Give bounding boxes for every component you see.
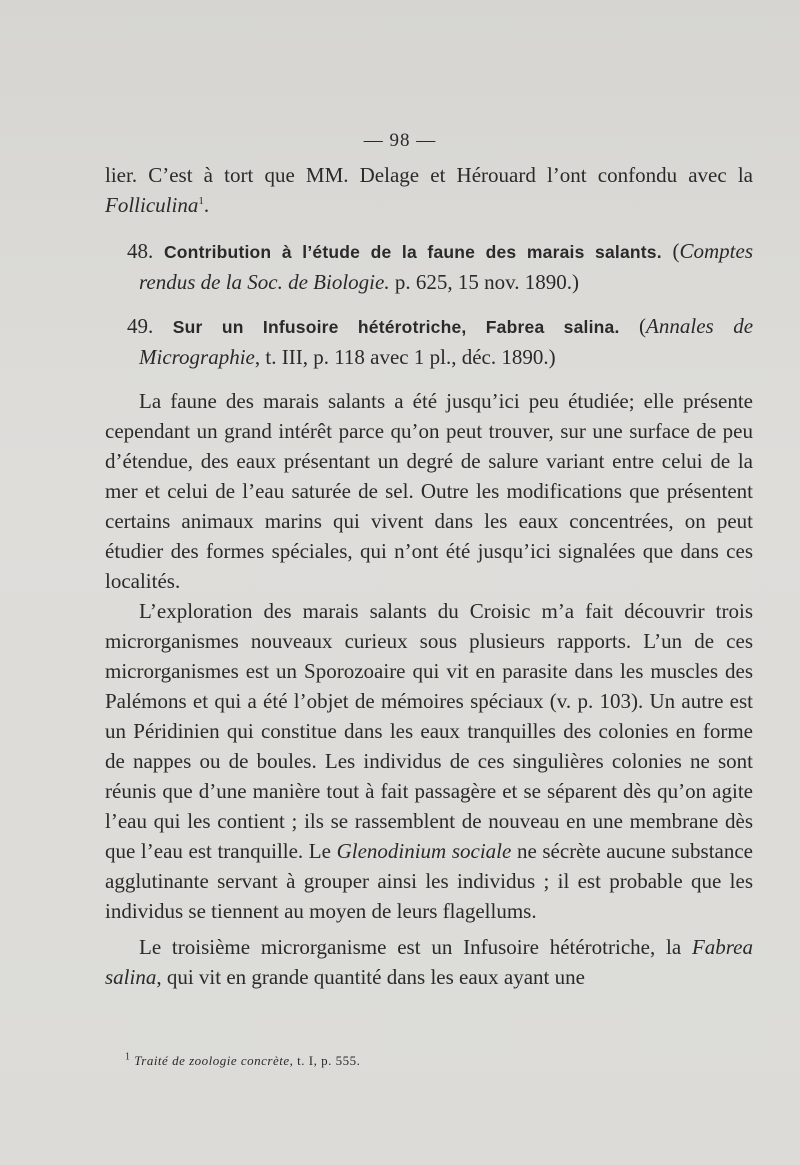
paragraph-text: Le troisième microrganisme est un Infusoire hétérotriche, la <box>139 935 692 959</box>
entry-citation: p. 625, 15 nov. 1890.) <box>389 270 579 294</box>
footnote-title: Traité de zoologie concrète <box>134 1053 290 1068</box>
body-paragraph-1: La faune des marais salants a été jusqu’ici peu étudiée; elle présente cependant un grand intérêt parce qu’on peut trouver, sur une surface de peu d’étendue, des eaux présentant un degré de salure variant entre celui de la mer et celui de l’eau saturée de sel. Outre les modifications que présentent certains animaux marins qui vivent dans les eaux concentrées, on peut étudier des formes spéciales, qui n’ont été jusqu’ici signalées que dans ces localités. <box>105 389 753 593</box>
paragraph-text: ne sécrète aucune substance agglutinante servant à grouper ainsi les individus ; il est probable que les individus se tiennent au moyen de leurs flagellums. <box>105 839 753 923</box>
footnote <box>125 1052 745 1070</box>
footnote-mark: 1 <box>125 1051 131 1063</box>
entry-open: ( <box>661 239 680 263</box>
footnote-citation: , t. I, p. 555. <box>289 1053 361 1068</box>
entry-number: 48. <box>127 239 154 263</box>
species-name: Glenodinium sociale <box>336 839 512 863</box>
entry-source: Annales de Micrographie <box>139 314 754 369</box>
entry-source: Comptes rendus de la Soc. de Biologie. <box>139 239 753 294</box>
page-body <box>105 160 753 992</box>
entry-number: 49. <box>127 314 154 338</box>
paragraph-text: , qui vit en grande quantité dans les eaux ayant une <box>156 965 585 989</box>
paragraph-text: L’exploration des marais salants du Croisic m’a fait découvrir trois microrganismes nouveaux curieux sous plusieurs rapports. L’un de ces microrganismes est un Sporozoaire qui vit en parasite dans les muscles des Palémons et qui a été l’objet de mémoires spéciaux (v. p. 103). Un autre est un Péridinien qui constitue dans les eaux tranquilles des colonies en forme de nappes ou de boules. Les individus de ces singulières colonies ne sont réunis que d’une manière tout à fait passagère et se séparent dès qu’on agite l’eau qui les contient ; ils se rassemblent de nouveau en une membrane dès que l’eau est tranquille. Le <box>105 599 753 863</box>
footnote-reference: 1 <box>198 195 204 207</box>
continuation-italic: Folliculina <box>105 193 199 217</box>
body-paragraph-3 <box>105 932 753 992</box>
entry-title: Sur un Infusoire hétérotriche, Fabrea salina. <box>172 317 620 337</box>
continuation-after: . <box>203 193 210 217</box>
entry-title: Contribution à l’étude de la faune des marais salants. <box>163 242 662 262</box>
continuation-text: lier. C’est à tort que MM. Delage et Hérouard l’ont confondu avec la <box>105 163 753 187</box>
bibliography-entry-49 <box>105 311 753 372</box>
body-paragraph-2 <box>105 596 753 926</box>
bibliography-entry-48 <box>105 236 753 297</box>
species-name: Fabrea salina <box>105 935 753 989</box>
page-number: — 98 — <box>363 130 437 151</box>
continuation-paragraph <box>105 160 753 220</box>
entry-citation: , t. III, p. 118 avec 1 pl., déc. 1890.) <box>254 345 556 369</box>
entry-open: ( <box>619 314 647 338</box>
